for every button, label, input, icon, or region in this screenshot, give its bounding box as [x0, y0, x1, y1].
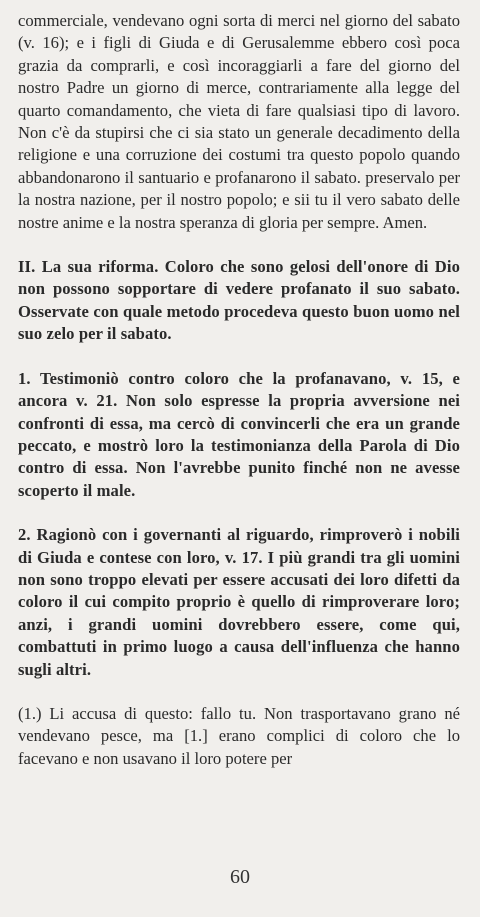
paragraph-point-2: 2. Ragionò con i governanti al riguardo, rimproverò i nobili di Giuda e contese con loro, v. 17. I più grandi tra gli uomini non sono troppo elevati per essere accusati dei loro difetti da coloro il cui compito proprio è quello di rimproverare loro; anzi, i grandi uomini dovrebbero essere, come qui, combattuti in primo luogo a causa dell'influenza che hanno sugli altri. [18, 525, 460, 679]
document-page [18, 10, 460, 900]
paragraph-continuation: commerciale, vendevano ogni sorta di merci nel giorno del sabato (v. 16); e i figli di Giuda e di Gerusalemme ebbero così poca grazia da comprarli, e così incoraggiarli a fare del giorno del nostro Padre un giorno di merce, contrariamente alla legge del quarto comandamento, che vieta di fare qualsiasi tipo di lavoro. Non c'è da stupirsi che ci sia stato un generale decadimento della religione e una corruzione dei costumi tra questo popolo quando abbandonarono il santuario e profanarono il sabato. preservalo per la nostra nazione, per il nostro popolo; e sii tu il vero sabato delle nostre anime e la nostra speranza di gloria per sempre. Amen. [18, 11, 460, 232]
paragraph-reform: II. La sua riforma. Coloro che sono gelosi dell'onore di Dio non possono sopportare di vedere profanato il suo sabato. Osservate con quale metodo procedeva questo buon uomo nel suo zelo per il sabato. [18, 257, 460, 344]
paragraph-subpoint-1: (1.) Li accusa di questo: fallo tu. Non trasportavano grano né vendevano pesce, ma [1.] erano complici di coloro che lo facevano e non usavano il loro potere per [18, 703, 460, 768]
paragraph-point-1: 1. Testimoniò contro coloro che la profanavano, v. 15, e ancora v. 21. Non solo espresse la propria avversione nei confronti di essa, ma cercò di convincerli che era un grande peccato, e mostrò loro la testimonianza della Parola di Dio contro di essa. Non l'avrebbe punito finché non ne avesse scoperto il male. [18, 368, 460, 500]
page-number: 60 [230, 866, 250, 888]
